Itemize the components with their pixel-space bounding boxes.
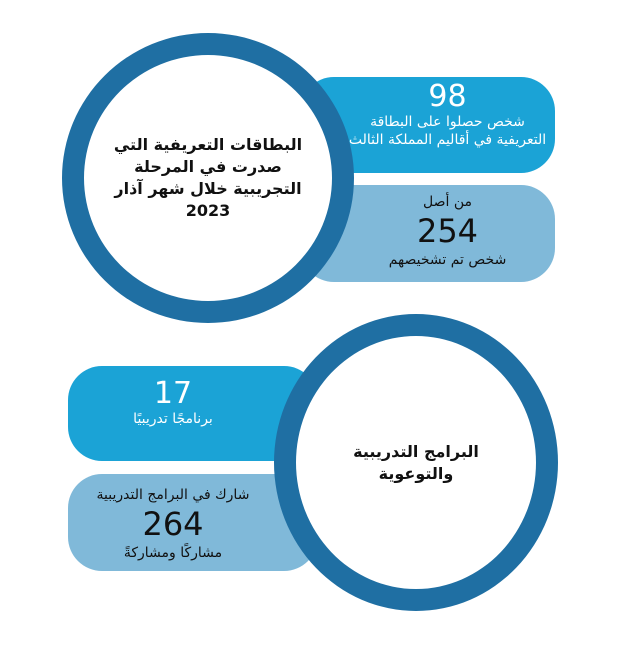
- participants-value: 264: [142, 505, 204, 543]
- programs-section-circle: [274, 314, 558, 611]
- participants-label: مشاركًا ومشاركةً: [123, 545, 223, 561]
- cards-section-title: البطاقات التعريفية التي صدرت في المرحلة التجريبية خلال شهر آذار 2023: [113, 135, 303, 220]
- programs-count-value: 17: [153, 376, 193, 411]
- diagnosed-value: 254: [416, 212, 479, 250]
- cards-issued-label: شخص حصلوا على البطاقة التعريفية في أقاليم المملكة الثالث: [348, 114, 547, 148]
- cards-issued-value: 98: [428, 79, 467, 114]
- diagnosed-prefix: من أصل: [423, 194, 472, 210]
- participants-prefix: شارك في البرامج التدريبية: [96, 487, 250, 503]
- programs-section-title: البرامج التدريبية والتوعوية: [353, 441, 479, 483]
- diagnosed-label: شخص تم تشخيصهم: [388, 252, 507, 268]
- cards-section-circle: [62, 33, 354, 323]
- programs-count-label: برنامجًا تدريبيًا: [133, 411, 213, 427]
